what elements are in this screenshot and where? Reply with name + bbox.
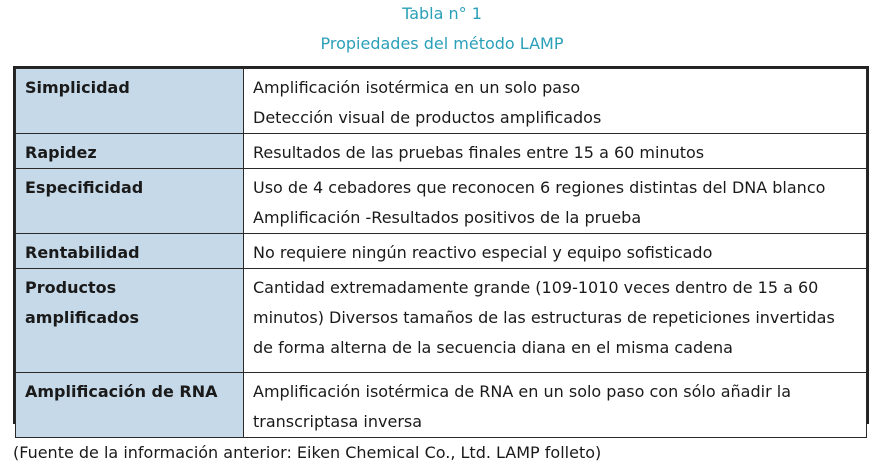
source-note: (Fuente de la información anterior: Eiken Chemical Co., Ltd. LAMP folleto) <box>13 443 602 462</box>
property-cell: Especificidad <box>16 169 244 234</box>
property-cell: Amplificación de RNA <box>16 373 244 438</box>
table-number: Tabla n° 1 <box>402 4 482 23</box>
table-row <box>16 373 867 438</box>
description-cell <box>244 373 867 438</box>
description-line: Amplificación isotérmica de RNA en un solo paso con sólo añadir la <box>253 382 791 401</box>
description-line: Amplificación -Resultados positivos de la prueba <box>253 208 642 227</box>
description-line: Detección visual de productos amplificados <box>253 108 602 127</box>
table-row <box>16 169 867 234</box>
description-line: Uso de 4 cebadores que reconocen 6 regiones distintas del DNA blanco <box>253 178 826 197</box>
description-cell <box>244 134 867 169</box>
description-line: de forma alterna de la secuencia diana en el misma cadena <box>253 338 733 357</box>
description-line: minutos) Diversos tamaños de las estructuras de repeticiones invertidas <box>253 308 835 327</box>
description-cell <box>244 234 867 269</box>
table-row <box>16 69 867 134</box>
property-cell: Simplicidad <box>16 69 244 134</box>
property-cell: Rapidez <box>16 134 244 169</box>
property-cell: Productos amplificados <box>16 269 244 373</box>
table-row <box>16 134 867 169</box>
table-title: Propiedades del método LAMP <box>320 34 564 53</box>
description-line: Cantidad extremadamente grande (109-1010 veces dentro de 15 a 60 <box>253 278 819 297</box>
description-cell <box>244 269 867 373</box>
table-row <box>16 234 867 269</box>
description-line: No requiere ningún reactivo especial y equipo sofisticado <box>253 243 713 262</box>
description-line: Resultados de las pruebas finales entre 15 a 60 minutos <box>253 143 705 162</box>
property-cell: Rentabilidad <box>16 234 244 269</box>
description-cell <box>244 69 867 134</box>
description-cell <box>244 169 867 234</box>
description-line: Amplificación isotérmica en un solo paso <box>253 78 581 97</box>
description-line: transcriptasa inversa <box>253 412 423 431</box>
properties-table <box>13 66 869 431</box>
table-row <box>16 269 867 373</box>
